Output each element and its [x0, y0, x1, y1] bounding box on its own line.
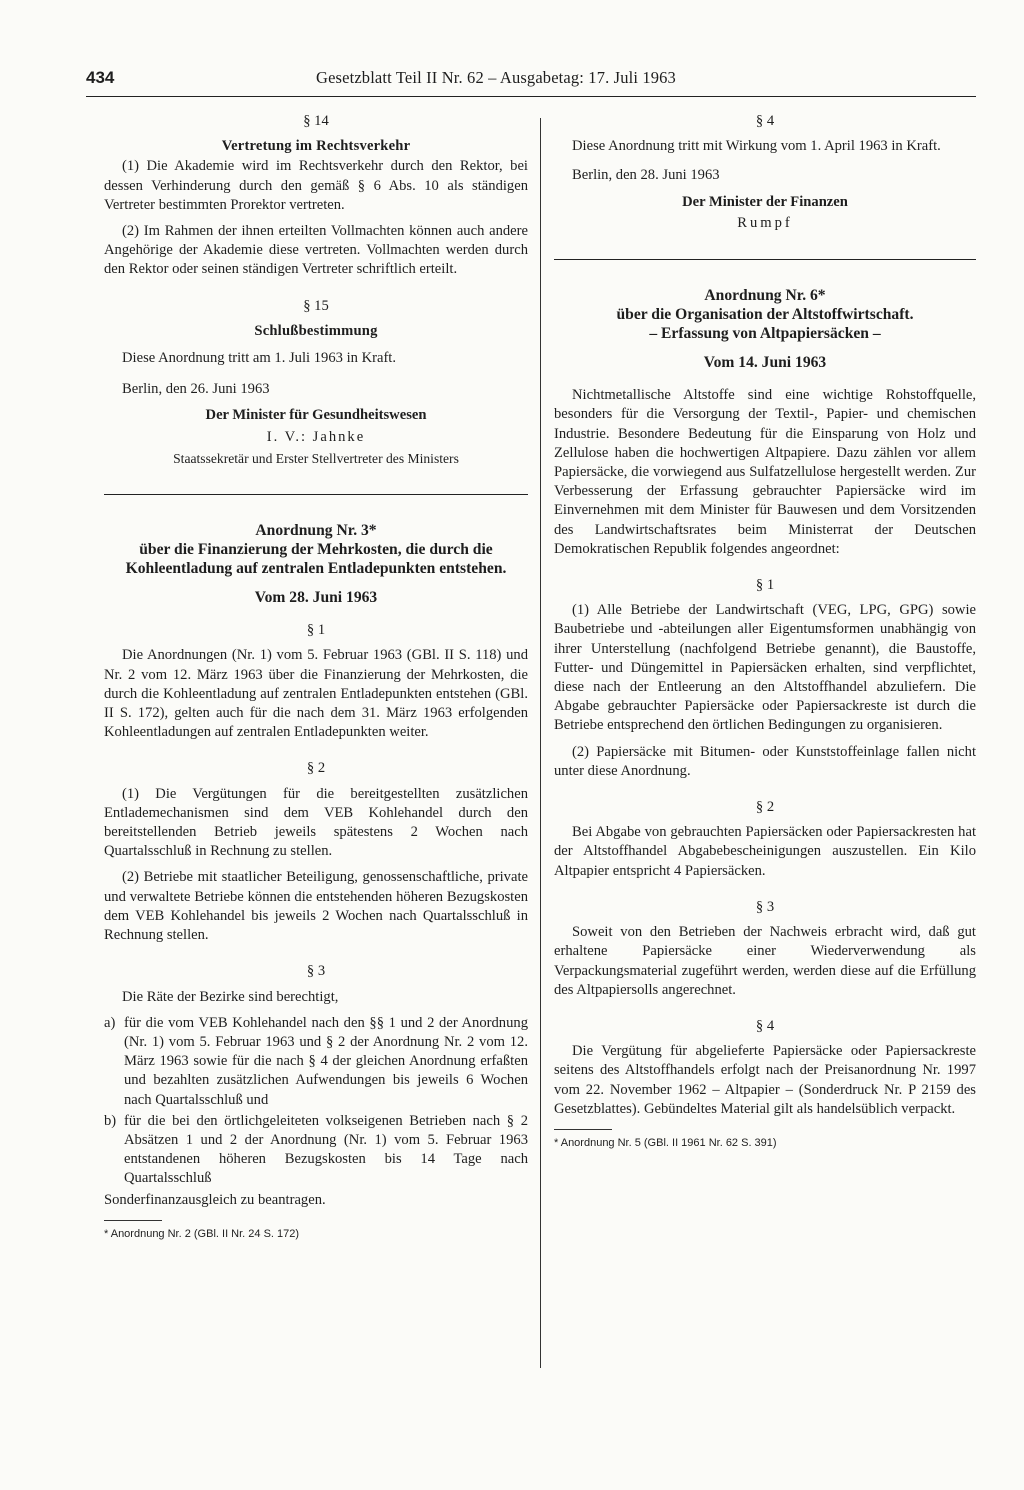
section-rule	[104, 494, 528, 495]
section-15-number: § 15	[303, 297, 329, 314]
minister-title: Der Minister für Gesundheitswesen	[205, 407, 427, 424]
list-item	[104, 1112, 528, 1189]
signature: Rumpf	[737, 214, 793, 231]
anordnung-3-s2-paragraph-2: (2) Betriebe mit staatlicher Beteiligung, genossenschaftliche, private und verwaltete Betriebe können die entstehenden höheren Bezugskosten dem VEB Kohlehandel bis jeweils 2 Wochen nach Quartalsschluß in Rechnung stellen.	[104, 869, 528, 944]
anordnung-6-s1-paragraph-2: (2) Papiersäcke mit Bitumen- oder Kunststoffeinlage fallen nicht unter diese Anordnung.	[554, 743, 976, 779]
place-date: Berlin, den 28. Juni 1963	[572, 167, 720, 184]
list-item-text: für die bei den örtlichgeleiteten volkseigenen Betrieben nach § 2 Absätzen 1 und 2 der Anordnung (Nr. 1) vom 5. Februar 1963 entstandenen höheren Bezugskosten bis 14 Tage nach Quartalsschluß	[124, 1112, 528, 1187]
anordnung-3-s1-number: § 1	[306, 622, 326, 639]
anordnung-6-s4-number: § 4	[755, 1017, 775, 1034]
anordnung-6-s3-number: § 3	[755, 898, 775, 915]
anordnung-6-s1-paragraph-1: (1) Alle Betriebe der Landwirtschaft (VEG, LPG, GPG) sowie Baubetriebe und -abteilungen aller Eigentumsformen unabhängig von ihrer Unterstellung (nachfolgend Betriebe genannt), die Baustoffe, Futter- und Düngemittel in Papiersäcken erhalten, sind verpflichtet, diese nach der Entleerung an den Altstoffhandel abzuliefern. Die Abgabe gebrauchter Papiersäcke oder Papiersackreste ist durch die Betriebe entsprechend den örtlichen Bedingungen zu organisieren.	[554, 602, 976, 734]
anordnung-6-title-line-1: Anordnung Nr. 6*	[704, 287, 826, 305]
section-14-heading: Vertretung im Rechtsverkehr	[221, 138, 411, 155]
anordnung-6-s2-paragraph: Bei Abgabe von gebrauchten Papiersäcken oder Papiersackresten hat der Altstoffhandel Abgabebescheinigungen auszustellen. Ein Kilo Altpapier entspricht 4 Papiersäcken.	[554, 824, 976, 879]
anordnung-3-s3-end: Sonderfinanzausgleich zu beantragen.	[104, 1191, 326, 1208]
anordnung-3-s3-number: § 3	[306, 963, 326, 980]
place-date: Berlin, den 26. Juni 1963	[122, 381, 270, 398]
anordnung-6-s2-number: § 2	[755, 799, 775, 816]
signature: I. V.: Jahnke	[266, 428, 366, 445]
anordnung-6-title	[554, 286, 976, 343]
anordnung-3-s2-paragraph-1: (1) Die Vergütungen für die bereitgestellten zusätzlichen Entlademechanismen sind dem VEB Kohlehandel durch den bereitstellenden Betrieb jeweils spätestens 2 Wochen nach Quartalsschluß in Rechnung zu stellen.	[104, 785, 528, 860]
page-header	[86, 66, 976, 97]
anordnung-6-date: Vom 14. Juni 1963	[703, 354, 827, 372]
footnote-rule	[104, 1220, 162, 1221]
list-item-label: b)	[104, 1112, 117, 1129]
page-number: 434	[86, 68, 115, 87]
section-15-paragraph: Diese Anordnung tritt am 1. Juli 1963 in Kraft.	[122, 350, 397, 367]
right-column	[554, 112, 976, 1150]
list-item-label: a)	[104, 1014, 116, 1031]
anordnung-6-s3-paragraph: Soweit von den Betrieben der Nachweis erbracht wird, daß gut erhaltene Papiersäcke einer Wiederverwendung als Verpackungsmaterial zugeführt werden, werden diese auf die Erfüllung des Altpapiersolls angerechnet.	[554, 924, 976, 998]
column-divider	[540, 118, 541, 1368]
section-14-paragraph-1: (1) Die Akademie wird im Rechtsverkehr durch den Rektor, bei dessen Verhinderung durch den gemäß § 6 Abs. 10 als ständigen Vertreter bestimmten Prorektor vertreten.	[104, 158, 528, 213]
section-15-heading: Schlußbestimmung	[254, 322, 378, 339]
anordnung-6-s4-paragraph: Die Vergütung für abgelieferte Papiersäcke oder Papiersackreste seitens des Altstoffhandels erfolgt nach der Preisanordnung Nr. 1997 vom 22. November 1962 – Altpapier – (Sonderdruck Nr. P 2159 des Gesetzblattes). Gebündeltes Material gilt als handelsüblich verpackt.	[554, 1043, 976, 1117]
list-item-text: für die vom VEB Kohlehandel nach den §§ 1 und 2 der Anordnung (Nr. 1) vom 5. Februar 1963 und § 2 der Anordnung Nr. 2 vom 12. März 1963 sowie für die nach § 4 der gleichen Anordnung erfaßten und bezahlten zusätzlichen Aufwendungen bis jeweils 6 Wochen nach Quartalsschluß und	[124, 1014, 528, 1108]
anordnung-6-s1-number: § 1	[755, 577, 775, 594]
section-4-number: § 4	[755, 113, 775, 129]
anordnung-3-title	[104, 521, 528, 578]
anordnung-3-s2-number: § 2	[306, 760, 326, 777]
section-14-number: § 14	[303, 113, 329, 129]
anordnung-3-title-line-1: Anordnung Nr. 3*	[255, 522, 377, 540]
anordnung-6-preamble: Nichtmetallische Altstoffe sind eine wichtige Rohstoffquelle, besonders für die Versorgung der Textil-, Papier- und chemischen Industrie. Besondere Bedeutung für die Einsparung von Holz und Zellulose haben die hochwertigen Altpapiere. Dazu zählen vor allem Papiersäcke, die vorwiegend aus Sulfatzellulose hergestellt werden. Zur Verbesserung der Erfassung gebrauchter Papiersäcke wird im Einvernehmen mit dem Minister für Bauwesen und dem Vorsitzenden des Landwirtschaftsrates beim Ministerrat der Deutschen Demokratischen Republik folgendes angeordnet:	[554, 387, 976, 557]
footnote: * Anordnung Nr. 2 (GBl. II Nr. 24 S. 172)	[104, 1227, 300, 1240]
anordnung-6-title-line-2: über die Organisation der Altstoffwirtschaft.	[616, 306, 914, 324]
footnote: * Anordnung Nr. 5 (GBl. II 1961 Nr. 62 S. 391)	[554, 1136, 777, 1149]
running-title: Gesetzblatt Teil II Nr. 62 – Ausgabetag: 17. Juli 1963	[316, 68, 676, 87]
list-item	[104, 1014, 528, 1110]
section-rule	[554, 259, 976, 260]
anordnung-3-s1-paragraph: Die Anordnungen (Nr. 1) vom 5. Februar 1963 (GBl. II S. 118) und Nr. 2 vom 12. März 1963 über die Finanzierung der Mehrkosten, die durch die Kohleentladung auf zentralen Entladepunkten entstehen (GBl. II S. 172), gelten auch für die nach dem 31. März 1963 erfolgenden Kohleentladungen auf zentralen Entladepunkten weiter.	[104, 647, 528, 741]
anordnung-3-s3-intro: Die Räte der Bezirke sind berechtigt,	[122, 988, 339, 1005]
signature-title: Staatssekretär und Erster Stellvertreter des Ministers	[173, 450, 459, 466]
left-column	[104, 112, 528, 1241]
section-14-paragraph-2: (2) Im Rahmen der ihnen erteilten Vollmachten können auch andere Angehörige der Akademie diese vertreten. Vollmachten werden durch den Rektor oder seinen ständigen Vertreter schriftlich erteilt.	[104, 223, 528, 278]
anordnung-6-title-line-3: – Erfassung von Altpapiersäcken –	[649, 325, 881, 343]
footnote-rule	[554, 1129, 612, 1130]
section-4-paragraph: Diese Anordnung tritt mit Wirkung vom 1. April 1963 in Kraft.	[572, 138, 941, 155]
anordnung-3-date: Vom 28. Juni 1963	[254, 589, 378, 607]
minister-title: Der Minister der Finanzen	[682, 193, 848, 210]
anordnung-3-title-line-2: über die Finanzierung der Mehrkosten, die durch die Kohleentladung auf zentralen Entladepunkten entstehen.	[125, 541, 507, 578]
